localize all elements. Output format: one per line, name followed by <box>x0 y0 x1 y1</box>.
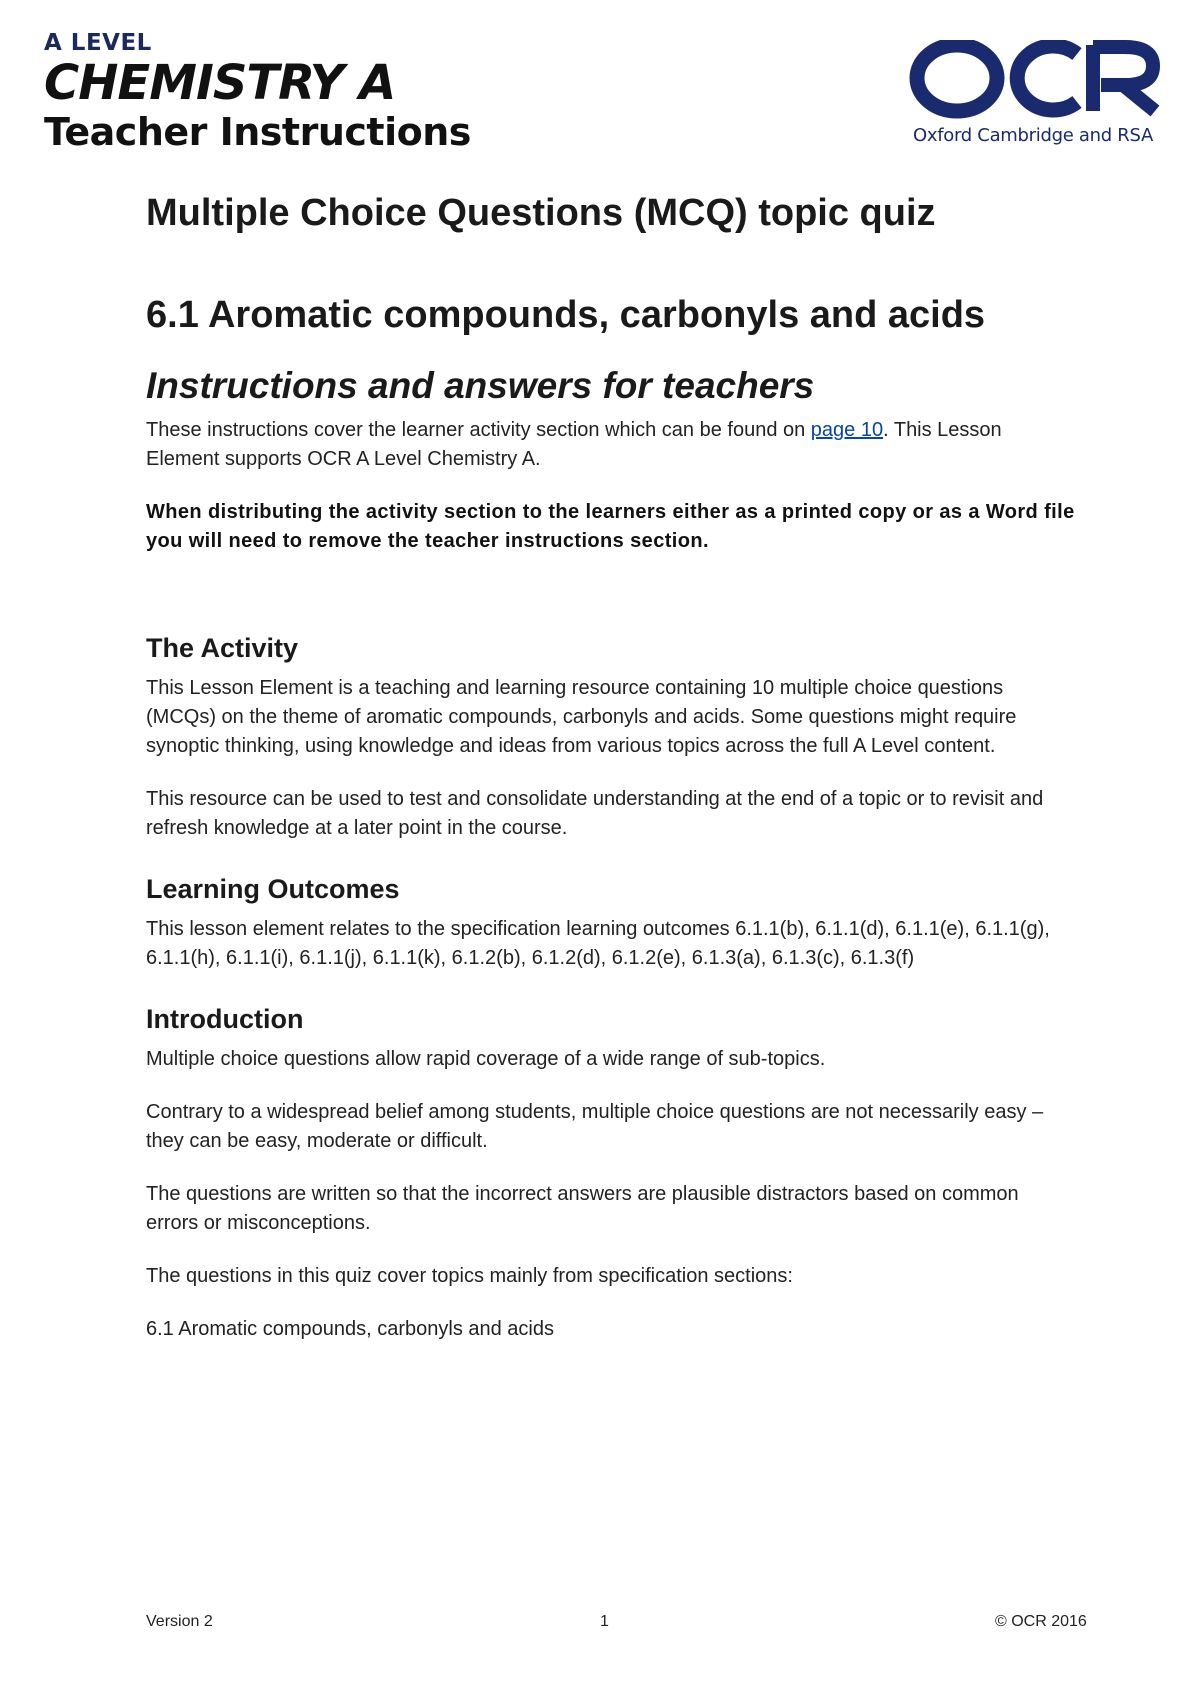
activity-paragraph-2: This resource can be used to test and consolidate understanding at the end of a topic or to revisit and refresh knowledge at a later point in the course. <box>146 788 1044 839</box>
document-type: Teacher Instructions <box>44 110 471 154</box>
intro-paragraph <box>146 416 1076 474</box>
introduction-paragraph-5: 6.1 Aromatic compounds, carbonyls and acids <box>146 1318 554 1340</box>
footer-copyright: © OCR 2016 <box>995 1613 1087 1630</box>
intro-text-start: These instructions cover the learner activity section which can be found on <box>146 419 811 441</box>
document-body <box>146 188 1076 1344</box>
ocr-logo-letter-r <box>1093 45 1155 111</box>
introduction-paragraph-2: Contrary to a widespread belief among students, multiple choice questions are not necessarily easy – they can be easy, moderate or difficult. <box>146 1101 1044 1152</box>
topic-heading: 6.1 Aromatic compounds, carbonyls and acids <box>146 294 986 336</box>
outcomes-heading: Learning Outcomes <box>146 874 400 904</box>
introduction-paragraph-4: The questions in this quiz cover topics mainly from specification sections: <box>146 1265 793 1287</box>
footer-page-number: 1 <box>600 1613 609 1630</box>
page-title: Multiple Choice Questions (MCQ) topic quiz <box>146 192 936 234</box>
header-branding <box>44 30 471 154</box>
footer-version: Version 2 <box>146 1613 213 1630</box>
activity-paragraph-1: This Lesson Element is a teaching and learning resource containing 10 multiple choice questions (MCQs) on the theme of aromatic compounds, carbonyls and acids. Some questions might require synoptic thinking, using knowledge and ideas from various topics across the full A Level content. <box>146 677 1017 757</box>
outcomes-paragraph: This lesson element relates to the specification learning outcomes 6.1.1(b), 6.1.1(d), 6.1.1(e), 6.1.1(g), 6.1.1(h), 6.1.1(i), 6.1.1(j), 6.1.1(k), 6.1.2(b), 6.1.2(d), 6.1.2(e), 6.1.3(a), 6.1.3(c), 6.1.3(f) <box>146 918 1050 969</box>
introduction-heading: Introduction <box>146 1004 304 1034</box>
introduction-paragraph-1: Multiple choice questions allow rapid coverage of a wide range of sub-topics. <box>146 1048 826 1070</box>
subject-title: CHEMISTRY A <box>44 55 396 111</box>
introduction-paragraph-3: The questions are written so that the incorrect answers are plausible distractors based on common errors or misconceptions. <box>146 1183 1019 1234</box>
ocr-logo-letter-c <box>1017 46 1077 110</box>
instructions-heading: Instructions and answers for teachers <box>146 365 815 406</box>
page-10-link[interactable]: page 10 <box>810 419 884 441</box>
distribution-notice: When distributing the activity section to the learners either as a printed copy or as a Word file you will need to remove the teacher instructions section. <box>146 501 1075 552</box>
activity-heading: The Activity <box>146 633 299 663</box>
ocr-logo-letter-o <box>917 45 997 111</box>
logo-tagline: Oxford Cambridge and RSA <box>913 125 1153 146</box>
spacer <box>146 556 1076 630</box>
level-label: A LEVEL <box>44 30 152 56</box>
intro-text-end: . This Lesson Element supports OCR A Level Chemistry A. <box>146 419 1002 470</box>
